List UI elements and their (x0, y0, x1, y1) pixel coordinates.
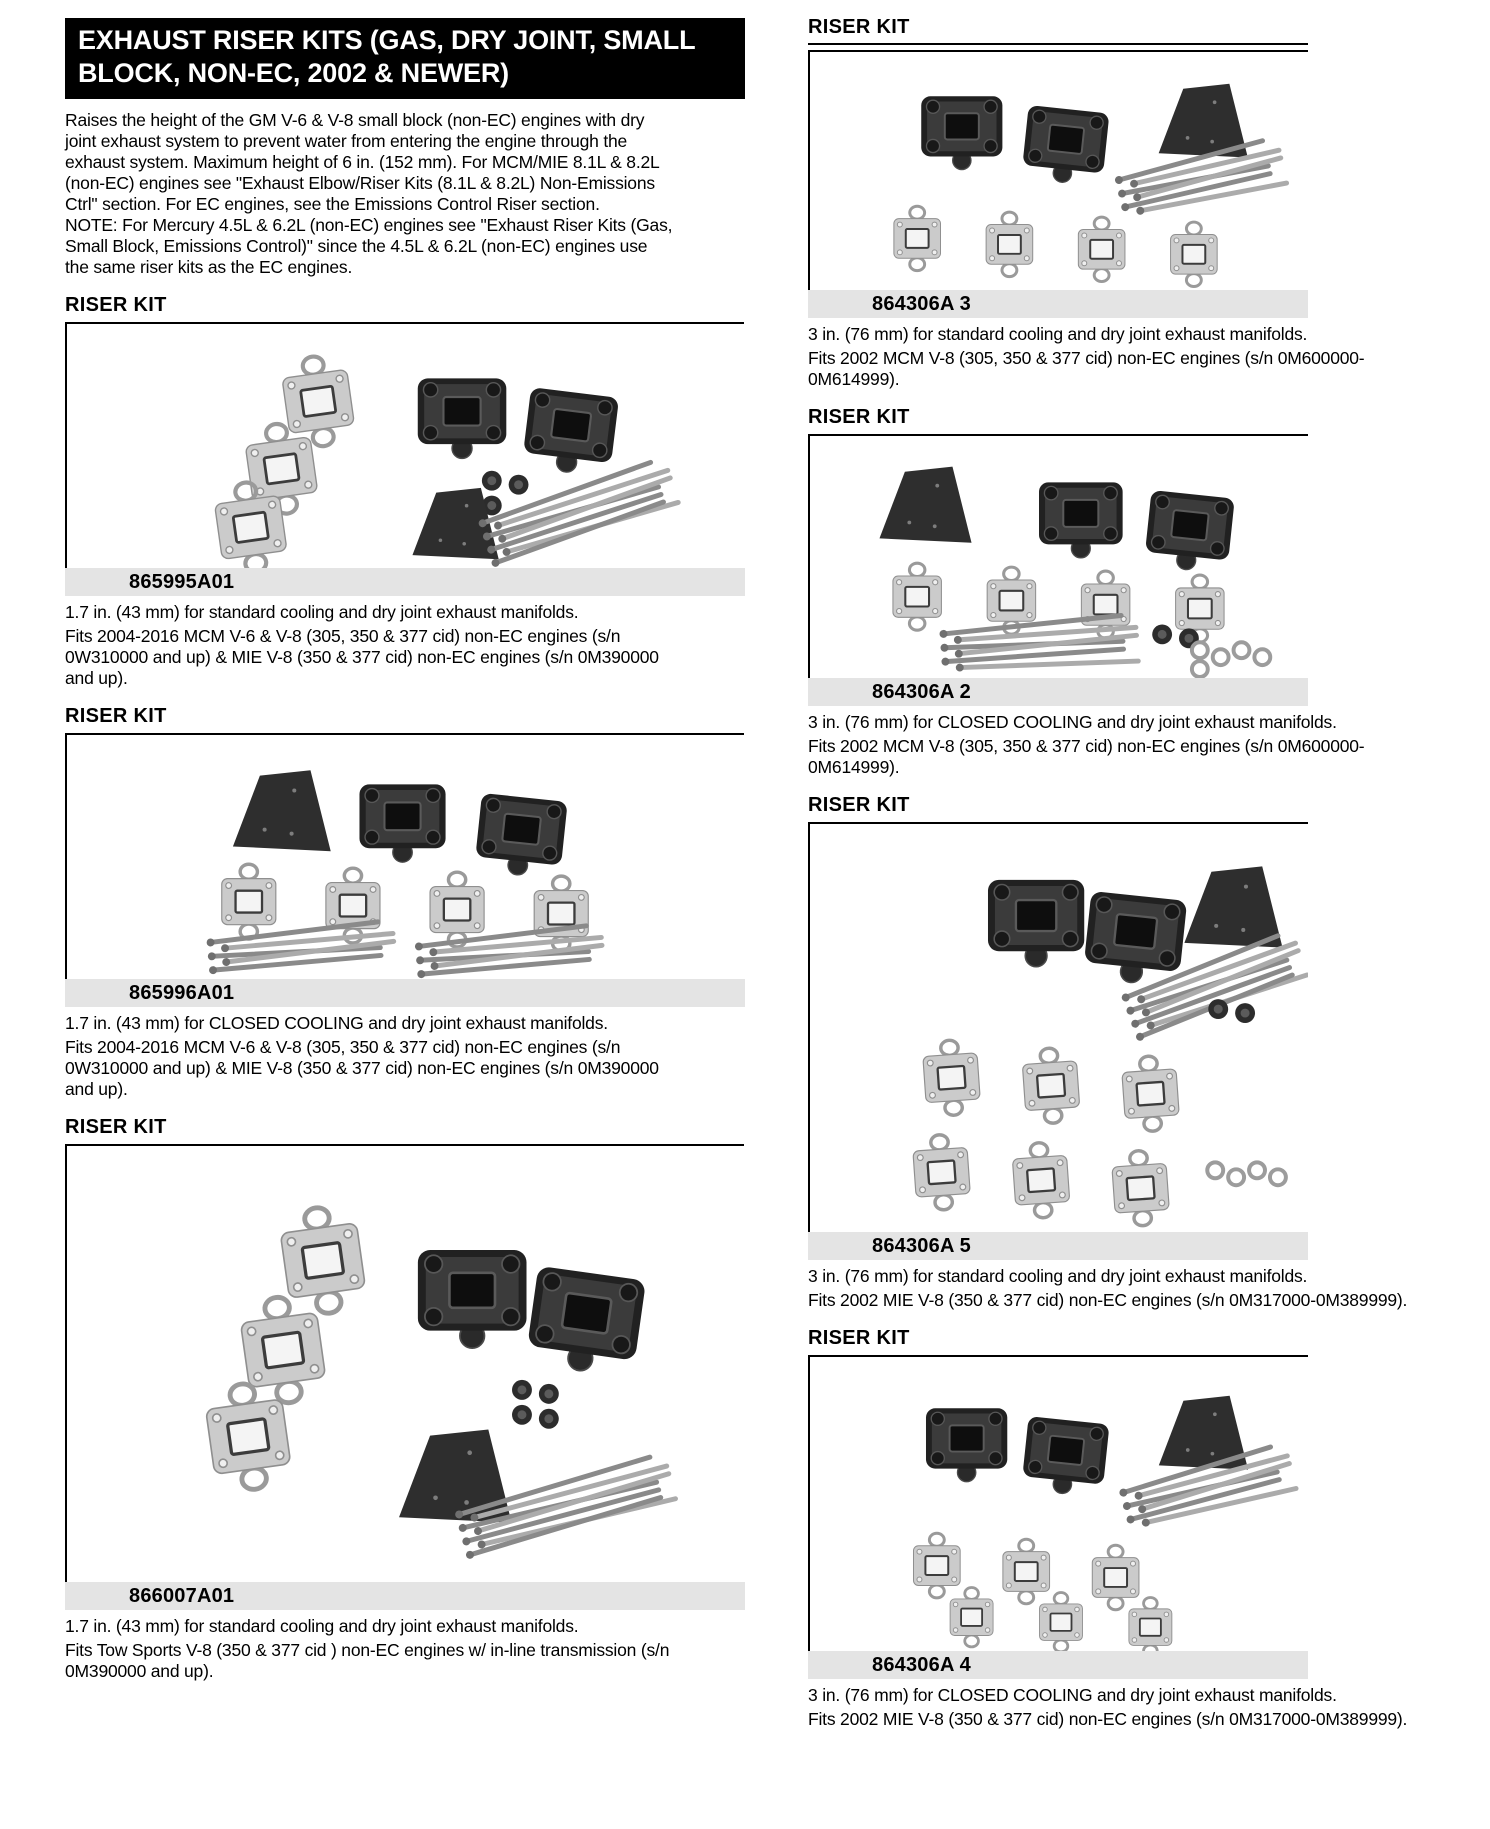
part-number: 866007A01 (129, 1584, 235, 1607)
product-photo (808, 50, 1308, 290)
left-column (65, 18, 745, 1682)
part-number: 864306A 5 (872, 1234, 971, 1257)
kit-fits-text: Fits Tow Sports V-8 (350 & 377 cid ) non-EC engines w/ in-line transmission (s/n 0M390000 and up). (65, 1640, 670, 1681)
riser-kit-section-864306A2 (808, 406, 1430, 778)
kit-description: 3 in. (76 mm) for CLOSED COOLING and dry joint exhaust manifolds. (808, 712, 1337, 732)
part-number: 865995A01 (129, 570, 235, 593)
part-number-bar (808, 1651, 1308, 1679)
riser-kit-section-864306A5 (808, 794, 1430, 1311)
riser-kit-section-865996A01 (65, 705, 745, 1100)
section-heading: RISER KIT (65, 705, 167, 727)
kit-fits-text: Fits 2004-2016 MCM V-6 & V-8 (305, 350 & 377 cid) non-EC engines (s/n 0W310000 and up) & MIE V-8 (350 & 377 cid) non-EC engines (s/n 0M390000 and up). (65, 1037, 659, 1099)
product-photo (808, 1355, 1308, 1651)
part-number-bar (808, 1232, 1308, 1260)
kit-description: 3 in. (76 mm) for CLOSED COOLING and dry joint exhaust manifolds. (808, 1685, 1337, 1705)
part-number-bar (65, 568, 745, 596)
riser-kit-photo-illustration (810, 824, 1308, 1232)
note-paragraph: NOTE: For Mercury 4.5L & 6.2L (non-EC) engines see "Exhaust Riser Kits (Gas, Small Block, Emissions Control)" since the 4.5L & 6.2L (non-EC) engines use the same riser kits as the EC engines. (65, 215, 673, 277)
kit-fits-text: Fits 2002 MCM V-8 (305, 350 & 377 cid) non-EC engines (s/n 0M600000-0M614999). (808, 348, 1365, 389)
product-photo (808, 434, 1308, 678)
section-heading: RISER KIT (808, 794, 910, 816)
part-number-bar (808, 678, 1308, 706)
section-heading: RISER KIT (808, 406, 910, 428)
section-heading: RISER KIT (65, 1116, 167, 1138)
product-photo (65, 1144, 744, 1582)
product-photo (65, 322, 744, 568)
riser-kit-section-864306A3 (808, 16, 1430, 390)
riser-kit-section-864306A4 (808, 1327, 1430, 1730)
kit-fits-text: Fits 2002 MCM V-8 (305, 350 & 377 cid) non-EC engines (s/n 0M600000-0M614999). (808, 736, 1365, 777)
part-number: 864306A 4 (872, 1653, 971, 1676)
kit-description: 3 in. (76 mm) for standard cooling and dry joint exhaust manifolds. (808, 1266, 1308, 1286)
kit-fits-text: Fits 2002 MIE V-8 (350 & 377 cid) non-EC engines (s/n 0M317000-0M389999). (808, 1709, 1408, 1729)
section-heading: RISER KIT (808, 16, 1308, 45)
kit-description: 1.7 in. (43 mm) for standard cooling and dry joint exhaust manifolds. (65, 1616, 579, 1636)
section-heading: RISER KIT (65, 294, 167, 316)
kit-fits-text: Fits 2004-2016 MCM V-6 & V-8 (305, 350 & 377 cid) non-EC engines (s/n 0W310000 and up) & MIE V-8 (350 & 377 cid) non-EC engines (s/n 0M390000 and up). (65, 626, 659, 688)
product-photo (808, 822, 1308, 1232)
part-number-bar (808, 290, 1308, 318)
riser-kit-photo-illustration (67, 1146, 744, 1582)
kit-description: 3 in. (76 mm) for standard cooling and dry joint exhaust manifolds. (808, 324, 1308, 344)
riser-kit-photo-illustration (810, 436, 1308, 678)
part-number-bar (65, 979, 745, 1007)
right-column (808, 16, 1430, 1730)
part-number: 865996A01 (129, 981, 235, 1004)
intro-paragraph: Raises the height of the GM V-6 & V-8 small block (non-EC) engines with dry joint exhaust system to prevent water from entering the engine through the exhaust system. Maximum height of 6 in. (152 mm). For MCM/MIE 8.1L & 8.2L (non-EC) engines see "Exhaust Elbow/Riser Kits (8.1L & 8.2L) Non-Emissions Ctrl" section. For EC engines, see the Emissions Control Riser section. (65, 110, 659, 214)
part-number: 864306A 3 (872, 292, 971, 315)
kit-fits-text: Fits 2002 MIE V-8 (350 & 377 cid) non-EC engines (s/n 0M317000-0M389999). (808, 1290, 1408, 1310)
riser-kit-section-865995A01 (65, 294, 745, 689)
part-number-bar (65, 1582, 745, 1610)
riser-kit-photo-illustration (810, 1357, 1308, 1651)
part-number: 864306A 2 (872, 680, 971, 703)
riser-kit-photo-illustration (67, 735, 744, 979)
page-title: EXHAUST RISER KITS (GAS, DRY JOINT, SMALL BLOCK, NON-EC, 2002 & NEWER) (65, 18, 745, 99)
kit-description: 1.7 in. (43 mm) for standard cooling and dry joint exhaust manifolds. (65, 602, 579, 622)
riser-kit-photo-illustration (67, 324, 744, 568)
riser-kit-section-866007A01 (65, 1116, 745, 1682)
product-photo (65, 733, 744, 979)
riser-kit-photo-illustration (810, 52, 1308, 290)
kit-description: 1.7 in. (43 mm) for CLOSED COOLING and dry joint exhaust manifolds. (65, 1013, 608, 1033)
section-heading: RISER KIT (808, 1327, 910, 1349)
